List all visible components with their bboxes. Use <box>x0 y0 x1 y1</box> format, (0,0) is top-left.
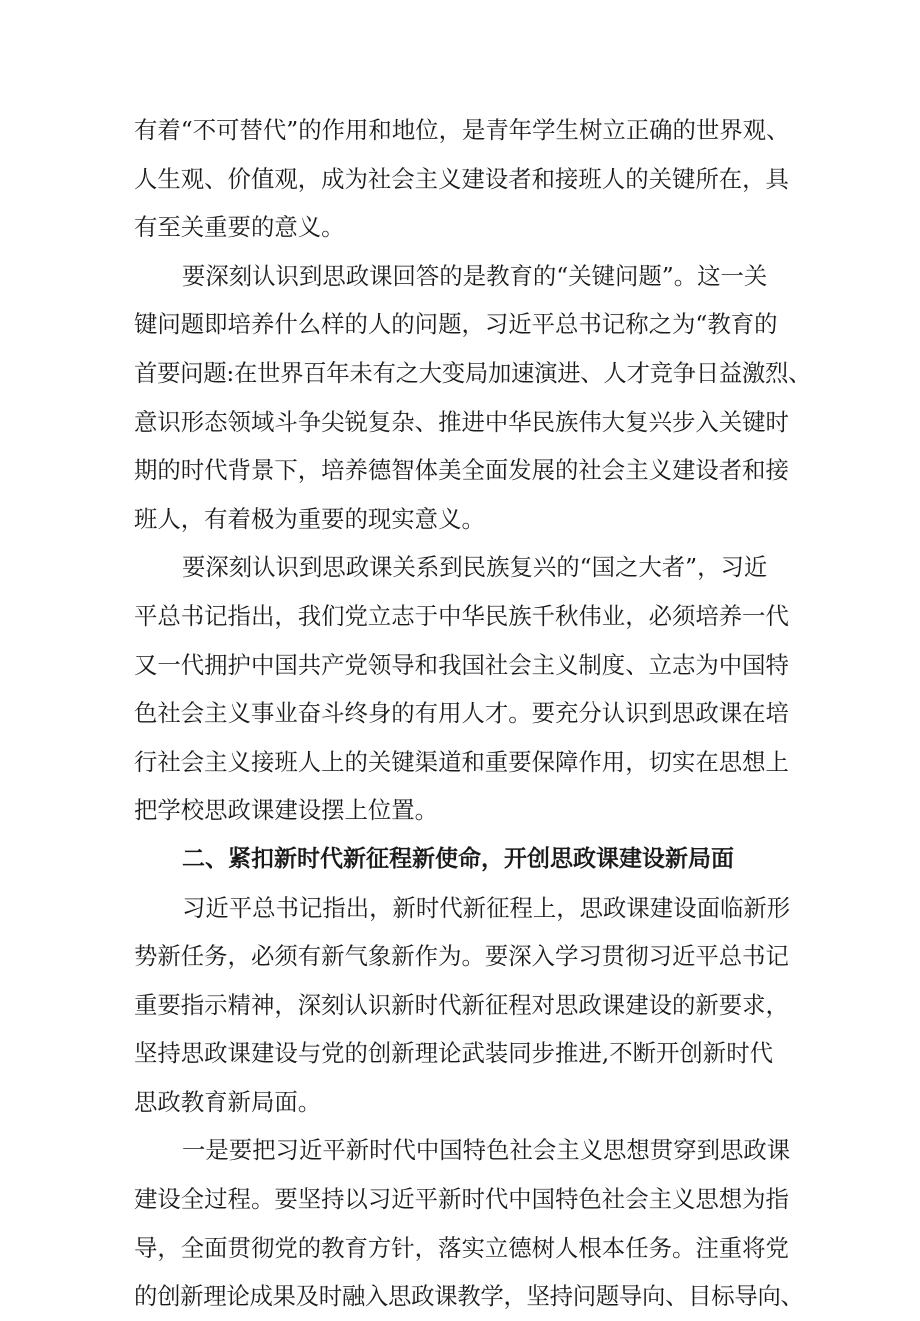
text-line: 意识形态领域斗争尖锐复杂、推进中华民族伟大复兴步入关键时 <box>134 407 789 436</box>
text-line: 重要指示精神，深刻认识新时代新征程对思政课建设的新要求， <box>134 990 789 1019</box>
text-line: 又一代拥护中国共产党领导和我国社会主义制度、立志为中国特 <box>134 650 789 679</box>
body-text <box>134 106 812 1321</box>
text-line: 导，全面贯彻党的教育方针，落实立德树人根本任务。注重将党 <box>134 1233 789 1262</box>
text-line: 平总书记指出，我们党立志于中华民族千秋伟业，必须培养一代 <box>134 601 789 630</box>
text-line: 坚持思政课建设与党的创新理论武装同步推进,不断开创新时代 <box>134 1039 773 1068</box>
text-line: 人生观、价值观，成为社会主义建设者和接班人的关键所在，具 <box>134 164 789 193</box>
text-line: 势新任务，必须有新气象新作为。要深入学习贯彻习近平总书记 <box>134 942 789 971</box>
text-line: 期的时代背景下，培养德智体美全面发展的社会主义建设者和接 <box>134 456 789 485</box>
text-line: 首要问题:在世界百年未有之大变局加速演进、人才竞争日益激烈、 <box>134 358 812 387</box>
text-line: 键问题即培养什么样的人的问题，习近平总书记称之为“教育的 <box>134 310 778 339</box>
text-line: 有着“不可替代”的作用和地位，是青年学生树立正确的世界观、 <box>134 116 790 144</box>
section-heading: 二、紧扣新时代新征程新使命，开创思政课建设新局面 <box>182 845 734 872</box>
text-line: 的创新理论成果及时融入思政课教学，坚持问题导向、目标导向、 <box>134 1282 804 1311</box>
text-line: 行社会主义接班人上的关键渠道和重要保障作用，切实在思想上 <box>134 747 789 776</box>
paragraph-start-line: 要深刻认识到思政课回答的是教育的“关键问题”。这一关 <box>182 261 768 290</box>
text-line: 有至关重要的意义。 <box>134 213 345 242</box>
text-line: 建设全过程。要坚持以习近平新时代中国特色社会主义思想为指 <box>134 1185 789 1214</box>
text-line: 思政教育新局面。 <box>134 1087 322 1116</box>
paragraph-start-line: 要深刻认识到思政课关系到民族复兴的“国之大者”，习近 <box>182 553 768 582</box>
text-line: 色社会主义事业奋斗终身的有用人才。要充分认识到思政课在培 <box>134 699 789 728</box>
paragraph-start-line: 一是要把习近平新时代中国特色社会主义思想贯穿到思政课 <box>182 1136 791 1165</box>
text-line: 把学校思政课建设摆上位置。 <box>134 796 439 825</box>
text-line: 班人，有着极为重要的现实意义。 <box>134 504 485 533</box>
paragraph-start-line: 习近平总书记指出，新时代新征程上，思政课建设面临新形 <box>182 893 791 922</box>
